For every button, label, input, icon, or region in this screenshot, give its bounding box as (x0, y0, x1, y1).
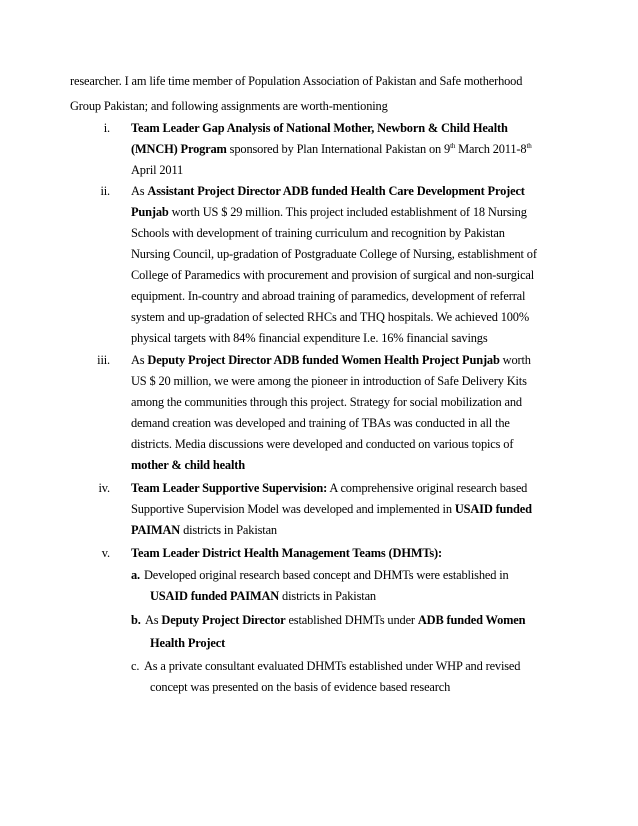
item-bold: (MNCH) Program (131, 142, 227, 156)
superscript: th (450, 142, 456, 150)
item-text: worth US $ 29 million. This project included establishment of 18 Nursing (168, 205, 527, 219)
item-line: College of Paramedics with procurement and provision of surgical and non-surgical (131, 268, 535, 282)
superscript: th (526, 142, 532, 150)
item-line: physical targets with 84% financial expenditure I.e. 16% financial savings (131, 331, 488, 345)
item-text: districts in Pakistan (180, 523, 277, 537)
item-number: i. (103, 121, 110, 135)
item-bold: Team Leader District Health Management Teams (DHMTs): (131, 546, 442, 560)
sub-item-line: As a private consultant evaluated DHMTs established under WHP and revised (144, 659, 521, 673)
item-line (131, 120, 508, 136)
item-bold: Team Leader Gap Analysis of National Mother, Newborn & Child Health (131, 121, 508, 135)
item-text: Supportive Supervision Model was developed and implemented in (131, 502, 455, 516)
item-bold: USAID funded PAIMAN (150, 589, 280, 603)
item-bold: Assistant Project Director ADB funded Health Care Development Project (147, 184, 525, 198)
item-text: As (131, 184, 148, 198)
item-number: v. (101, 546, 110, 560)
item-line: Nursing Council, up-gradation of Postgraduate College of Nursing, establishment of (131, 247, 537, 261)
item-line: equipment. In-country and abroad training of paramedics, development of referral (131, 289, 526, 303)
item-line: among the communities through this project. Strategy for social mobilization and (131, 395, 522, 409)
sub-item-line (150, 635, 225, 651)
item-bold: ADB funded Women (417, 613, 526, 627)
item-line: districts. Media discussions were developed and conducted on various topics of (131, 437, 514, 451)
item-line (131, 141, 532, 157)
item-text: March 2011-8 (455, 142, 527, 156)
item-text: worth (499, 353, 531, 367)
item-text: As (145, 613, 162, 627)
sub-item-line (150, 588, 376, 604)
sub-item-letter (131, 612, 141, 628)
sub-item-letter (131, 567, 140, 583)
item-line (131, 183, 525, 199)
item-line (131, 545, 442, 561)
item-bold: Punjab (131, 205, 169, 219)
item-bold: Team Leader Supportive Supervision: (131, 481, 328, 495)
intro-line-2: Group Pakistan; and following assignments are worth-mentioning (70, 99, 388, 113)
item-number: ii. (100, 184, 110, 198)
item-line (131, 501, 532, 517)
item-line: US $ 20 million, we were among the pioneer in introduction of Safe Delivery Kits (131, 374, 527, 388)
item-number: iii. (97, 353, 110, 367)
item-line: system and up-gradation of selected RHCs and THQ hospitals. We achieved 100% (131, 310, 530, 324)
item-line (131, 522, 277, 538)
item-bold: PAIMAN (131, 523, 181, 537)
item-bold: Health Project (150, 636, 226, 650)
sub-item-line: Developed original research based concept and DHMTs were established in (144, 568, 509, 582)
item-text: sponsored by Plan International Pakistan on 9 (226, 142, 451, 156)
item-text: districts in Pakistan (279, 589, 376, 603)
item-text: As (131, 353, 148, 367)
item-text: A comprehensive original research based (327, 481, 528, 495)
sub-item-letter: c. (131, 659, 140, 673)
item-text: established DHMTs under (285, 613, 418, 627)
sub-item-line (145, 612, 525, 628)
item-line: Schools with development of training curriculum and recognition by Pakistan (131, 226, 505, 240)
item-line (131, 457, 245, 473)
sub-item-line: concept was presented on the basis of evidence based research (150, 680, 451, 694)
item-bold: a. (131, 568, 140, 582)
item-line (131, 480, 527, 496)
item-bold: USAID funded (454, 502, 532, 516)
item-bold: Deputy Project Director (161, 613, 286, 627)
item-bold: b. (131, 613, 141, 627)
item-line (131, 204, 527, 220)
item-line: April 2011 (131, 163, 184, 177)
item-bold: Deputy Project Director ADB funded Women Health Project Punjab (147, 353, 500, 367)
item-line: demand creation was developed and training of TBAs was conducted in all the (131, 416, 510, 430)
item-line (131, 352, 531, 368)
item-bold: mother & child health (131, 458, 245, 472)
intro-line-1: researcher. I am life time member of Population Association of Pakistan and Safe motherhood (70, 74, 523, 88)
item-number: iv. (98, 481, 110, 495)
